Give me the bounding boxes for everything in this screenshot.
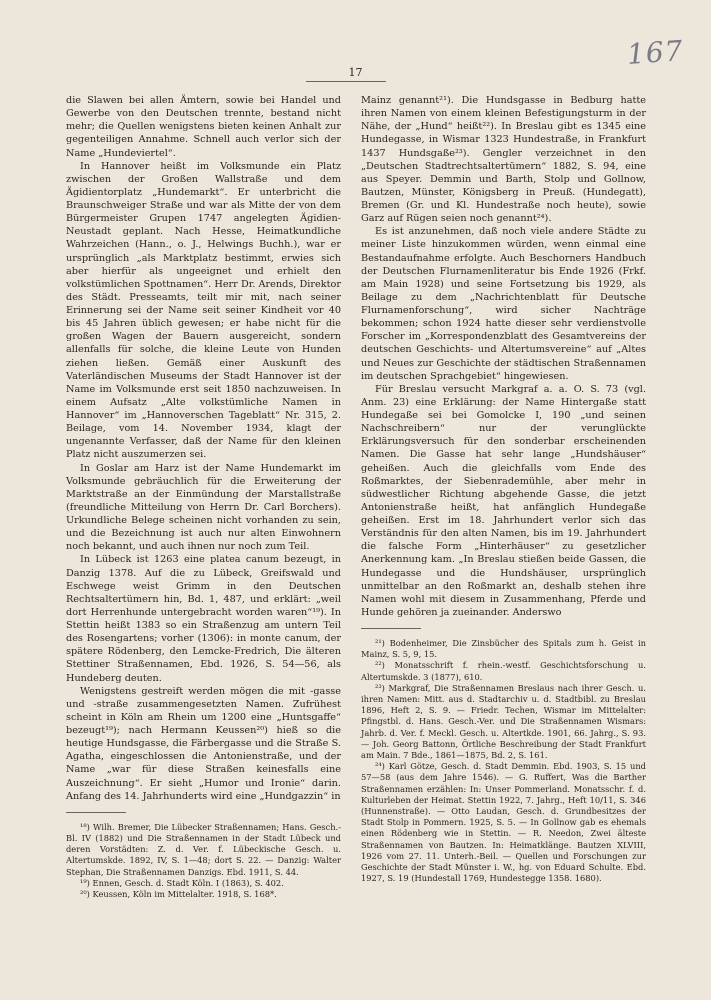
body-paragraph: Wenigstens gestreift werden mögen die mit -gasse und -straße zusammengesetzten Namen. Zufrühest scheint in Köln am Rhein um 1200 eine „Huntsgaffe“ bezeugt¹⁹); nach Hermann Keussen²⁰) hieß so die heutige Hundsgasse, die Färbergasse und die Straße S. Agatha, eingeschlossen die Antonienstraße, und der Name „war für diese Straßen keinesfalls eine Auszeichnung“. Er sieht „Humor und Ironie“ darin. Anfang des 14. Jahrhunderts wird eine „Hundgazzin“ in bbox=[66, 685, 341, 802]
body-paragraph: die Slawen bei allen Ämtern, sowie bei Handel und Gewerbe von den Deutschen trennte, bestand nicht mehr; die Quellen wenigstens bieten keinen Anhalt zur gegenteiligen Annahme. Schnell auch verlor sich der Name „Hundeviertel“. bbox=[66, 95, 341, 159]
right-column bbox=[361, 94, 646, 884]
footnote: ¹⁸) Wilh. Bremer, Die Lübecker Straßennamen; Hans. Gesch.-Bl. IV (1882) und Die Straßennamen in der Stadt Lübeck und deren Vorstädten: Z. d. Ver. f. Lübeckische Gesch. u. Altertumskde. 1892, IV, S. 1—48; dort S. 22. — Danzig: Walter Stephan, Die Straßennamen Danzigs. Ebd. 1911, S. 44. bbox=[66, 821, 341, 877]
body-paragraph: In Hannover heißt im Volksmunde ein Platz zwischen der Großen Wallstraße und dem Ägidientorplatz „Hundemarkt“. Er unterbricht die Braunschweiger Straße und war als Mitte der von dem Bürgermeister Grupen 1747 angelegten Ägidien-Neustadt geplant. Nach Hesse, Heimatkundliche Wahrzeichen (Hann., o. J., Helwings Buchh.), war er ursprünglich „als Marktplatz bestimmt, erwies sich aber hierfür als ungeeignet und erhielt den volkstümlichen Spottnamen“. Herr Dr. Arends, Direktor des Städt. Presseamts, teilt mir mit, nach seiner Erinnerung sei der Name seit seiner Kindheit vor 40 bis 45 Jahren üblich gewesen; er habe nicht für die großen Wagen der Bauern ausgereicht, sondern allenfalls für solche, die kleine Leute von Hunden ziehen ließen. Gemäß einer Auskunft des Vaterländischen Museums der Stadt Hannover ist der Name im Volksmunde erst seit 1850 nachzuweisen. In einem Aufsatz „Alte volkstümliche Namen in Hannover“ im „Hannoverschen Tageblatt“ Nr. 315, 2. Beilage, vom 14. November 1934, klagt der ungenannte Verfasser, daß der Name für den kleinen Platz nicht auszumerzen sei. bbox=[66, 160, 341, 461]
header-divider bbox=[306, 81, 386, 82]
left-column bbox=[66, 94, 341, 900]
handwritten-folio-number: 167 bbox=[625, 34, 685, 71]
body-paragraph: Mainz genannt²¹). Die Hundsgasse in Bedburg hatte ihren Namen von einem kleinen Befestigungsturm in der Nähe, der „Hund“ heißt²²). In Breslau gibt es 1345 eine Hundegasse, in Wismar 1323 Hundestraße, in Frankfurt 1437 Hundsgaße²³). Gengler verzeichnet in den „Deutschen Stadtrechtsaltertümern“ 1882, S. 94, eine aus Speyer. Demmin und Barth, Stolp und Gollnow, Bautzen, Münster, Königsberg in Preuß. (Hundegatt), Bremen (Gr. und Kl. Hundestraße noch heute), sowie Garz auf Rügen seien noch genannt²⁴). bbox=[361, 95, 646, 225]
body-paragraph: In Goslar am Harz ist der Name Hundemarkt im Volksmunde gebräuchlich für die Erweiterung der Marktstraße an der Einmündung der Marstallstraße (freundliche Mitteilung von Herrn Dr. Carl Borchers). Urkundliche Belege scheinen nicht vorhanden zu sein, und die Bezeichnung ist auch nur alten Einwohnern noch bekannt, und auch ihnen nur noch zum Teil. bbox=[66, 462, 341, 553]
left-footnotes bbox=[66, 822, 341, 900]
footnote: ²³) Markgraf, Die Straßennamen Breslaus nach ihrer Gesch. u. ihren Namen: Mitt. aus d. Stadtarchiv u. d. Stadtbibl. zu Breslau 1896, Heft 2, S. 9. — Friedr. Techen, Wismar im Mittelalter: Pfingstbl. d. Hans. Gesch.-Ver. und Die Straßennamen Wismars: Jahrb. d. Ver. f. Meckl. Gesch. u. Altertkde. 1901, 66. Jahrg., S. 93. — Joh. Georg Battonn, Örtliche Beschreibung der Stadt Frankfurt am Main. 7 Bde., 1861—1875, Bd. 2, S. 161. bbox=[361, 682, 646, 761]
footnote: ²⁰) Keussen, Köln im Mittelalter. 1918, S. 168*. bbox=[80, 888, 277, 899]
footnote: ¹⁹) Ennen, Gesch. d. Stadt Köln. I (1863), S. 402. bbox=[80, 877, 284, 888]
footnote: ²²) Monatsschrift f. rhein.-westf. Geschichtsforschung u. Altertumskde. 3 (1877), 610. bbox=[361, 660, 646, 682]
body-paragraph: In Lübeck ist 1263 eine platea canum bezeugt, in Danzig 1378. Auf die zu Lübeck, Greifswald und Eschwege weist Grimm in den Deutschen Rechtsaltertümern hin, Bd. 1, 487, und erklärt: „weil dort Herrenhunde untergebracht worden waren“¹⁹). In Stettin heißt 1383 so ein Straßenzug am untern Teil des Rosengartens; vorher (1306): in monte canum, der spätere Rödenberg, den Lemcke-Fredrich, Die älteren Stettiner Straßennamen, Ebd. 1926, S. 54—56, als Hundeberg deuten. bbox=[66, 554, 341, 684]
body-paragraph: Für Breslau versucht Markgraf a. a. O. S. 73 (vgl. Anm. 23) eine Erklärung: der Name Hintergaße statt Hundegaße sei bei Gomolcke I, 190 „und seinen Nachschreibern“ nur der verunglückte Erklärungsversuch für den sonderbar erscheinenden Namen. Die Gasse hat sehr lange „Hundshäuser“ geheißen. Auch die gleichfalls vom Ende des Roßmarktes, der Siebenrademühle, aber mehr in südwestlicher Richtung abgehende Gasse, die jetzt Antonienstraße heißt, hat anfänglich Hundegaße geheißen. Erst im 18. Jahrhundert verlor sich das Verständnis für den alten Namen, bis im 19. Jahrhundert die falsche Form „Hinterhäuser“ zu gesetzlicher Anerkennung kam. „In Breslau stießen beide Gassen, die Hundegasse und die Hundshäuser, ursprünglich unmittelbar an den Roßmarkt an, deshalb stehen ihre Namen wohl mit diesem in Zusammenhang, Pferde und Hunde gehören ja zueinander. Anderswo bbox=[361, 383, 646, 618]
page-number: 17 bbox=[348, 66, 363, 79]
footnote-divider bbox=[66, 812, 126, 813]
footnote: ²⁴) Karl Götze, Gesch. d. Stadt Demmin. Ebd. 1903, S. 15 und 57—58 (aus dem Jahre 1546). — G. Ruffert, Was die Barther Straßennamen erzählen: In: Unser Pommerland. Monatsschr. f. d. Kulturleben der Heimat. Stettin 1922, 7. Jahrg., Heft 10/11, S. 346 (Hunnenstraße). — Otto Laudan, Gesch. d. Grundbesitzes der Stadt Stolp in Pommern. 1925, S. 5. — In Gollnow gab es ehemals einen Rödenberg wie in Stettin. — R. Needon, Zwei älteste Straßennamen von Bautzen. In: Heimatklänge. Bautzen XLVIII, 1926 vom 27. 11. Unterh.-Beil. — Quellen und Forschungen zur Geschichte der Stadt Münster i. W., hg. von Eduard Schulte. Ebd. 1927, S. 19 (Hundestall 1769, Hundestegge 1358. 1680). bbox=[361, 761, 646, 884]
footnote: ²¹) Bodenheimer, Die Zinsbücher des Spitals zum h. Geist in Mainz, S. 5, 9, 15. bbox=[361, 638, 646, 660]
right-footnotes bbox=[361, 638, 646, 884]
body-paragraph: Es ist anzunehmen, daß noch viele andere Städte zu meiner Liste hinzukommen würden, wenn einmal eine Bestandaufnahme erfolgte. Auch Beschorners Handbuch der Deutschen Flurnamenliteratur bis Ende 1926 (Frkf. am Main 1928) und seine Fortsetzung bis 1929, als Beilage zu dem „Nachrichtenblatt für Deutsche Flurnamenforschung“, wird sicher Nachträge bekommen; schon 1924 hatte dieser sehr verdienstvolle Forscher im „Korrespondenzblatt des Gesamtvereins der deutschen Geschichts- und Altertumsvereine“ auf „Altes und Neues zur Geschichte der städtischen Straßennamen im deutschen Sprachgebiet“ hingewiesen. bbox=[361, 226, 646, 382]
footnote-divider bbox=[361, 628, 421, 629]
